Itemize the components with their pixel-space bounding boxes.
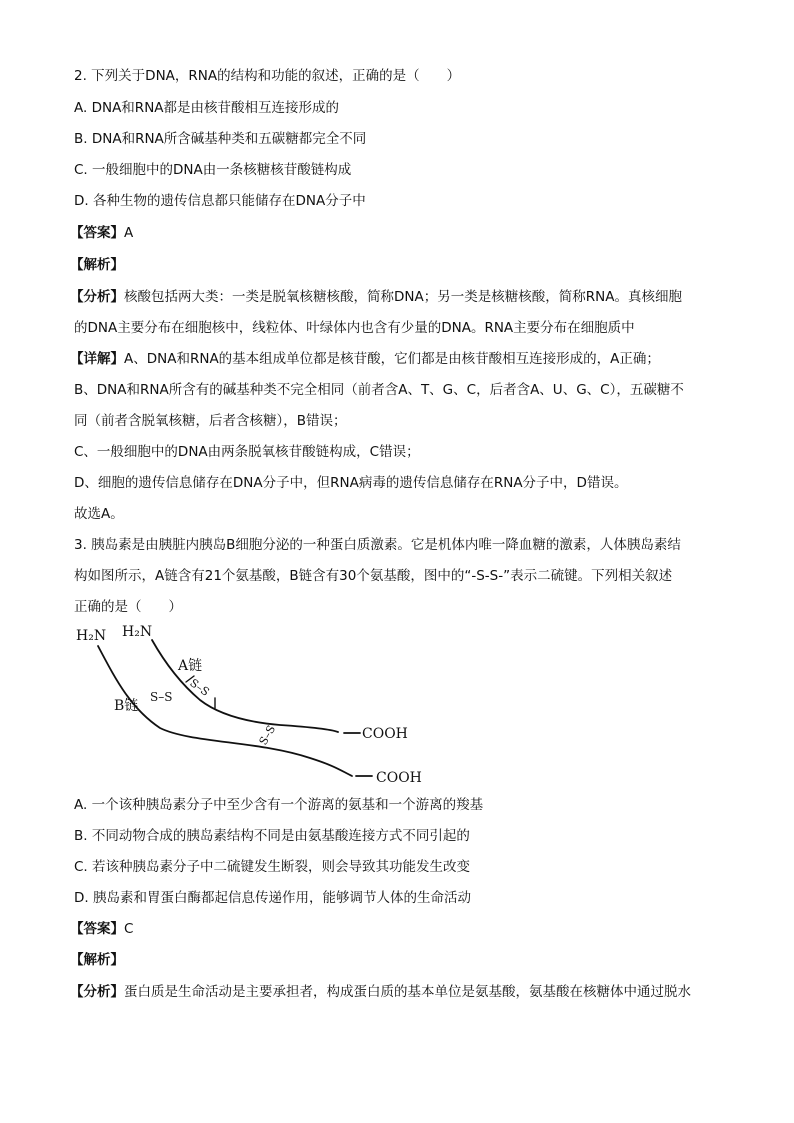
q2-option-b: B. DNA和RNA所含碱基种类和五碳糖都完全不同 <box>74 131 367 147</box>
q2-xiangjie-4: C、一般细胞中的DNA由两条脱氧核苷酸链构成，C错误； <box>74 444 420 460</box>
xiangjie-text: A、DNA和RNA的基本组成单位都是核苷酸，它们都是由核苷酸相互连接形成的，A正确； <box>124 351 660 367</box>
q2-option-d: D. 各种生物的遗传信息都只能储存在DNA分子中 <box>74 193 366 209</box>
cooh-a-label: COOH <box>362 726 408 742</box>
q2-xiangjie-3: 同（前者含脱氧核糖，后者含核糖），B错误； <box>74 413 347 429</box>
q2-option-a: A. DNA和RNA都是由核苷酸相互连接形成的 <box>74 100 340 116</box>
q2-xiangjie-2: B、DNA和RNA所含有的碱基种类不完全相同（前者含A、T、G、C，后者含A、U、G、C），五碳糖不 <box>74 382 684 398</box>
q3-option-a: A. 一个该种胰岛素分子中至少含有一个游离的氨基和一个游离的羧基 <box>74 797 484 813</box>
h2n-a-label: H₂N <box>122 624 153 640</box>
answer-tag: 【答案】 <box>70 225 124 241</box>
xiangjie-tag: 【详解】 <box>70 351 124 367</box>
b-chain-label: B链 <box>114 698 139 714</box>
q2-xiangjie-1 <box>70 350 660 368</box>
a-chain-label: A链 <box>178 658 203 674</box>
cooh-b-label: COOH <box>376 770 422 786</box>
q2-fenxi-2: 的DNA主要分布在细胞核中，线粒体、叶绿体内也含有少量的DNA。RNA主要分布在细胞质中 <box>74 320 635 336</box>
fenxi-text: 核酸包括两大类：一类是脱氧核糖核酸，简称DNA；另一类是核糖核酸，简称RNA。真核细胞 <box>124 289 682 305</box>
q3-stem-1: 3. 胰岛素是由胰脏内胰岛B细胞分泌的一种蛋白质激素。它是机体内唯一降血糖的激素，人体胰岛素结 <box>74 537 681 553</box>
q3-stem-3: 正确的是（ ） <box>74 599 182 615</box>
q3-option-d: D. 胰岛素和胃蛋白酶都起信息传递作用，能够调节人体的生命活动 <box>74 890 471 906</box>
ss-bond-left: S–S <box>150 690 173 704</box>
q2-xiangjie-5: D、细胞的遗传信息储存在DNA分子中，但RNA病毒的遗传信息储存在RNA分子中，D错误。 <box>74 475 628 491</box>
ss-bond-lower: S–S <box>256 723 279 748</box>
h2n-b-label: H₂N <box>76 628 107 644</box>
fenxi-tag: 【分析】 <box>70 984 124 1000</box>
q2-jiexi: 【解析】 <box>70 257 124 273</box>
fenxi-tag: 【分析】 <box>70 289 124 305</box>
answer-value: C <box>124 921 134 937</box>
q2-fenxi-1 <box>70 288 682 306</box>
q2-conclusion: 故选A。 <box>74 506 124 522</box>
q3-option-b: B. 不同动物合成的胰岛素结构不同是由氨基酸连接方式不同引起的 <box>74 828 470 844</box>
q2-option-c: C. 一般细胞中的DNA由一条核糖核苷酸链构成 <box>74 162 352 178</box>
a-chain-line <box>152 640 338 732</box>
q2-stem: 2. 下列关于DNA，RNA的结构和功能的叙述，正确的是（ ） <box>74 68 461 84</box>
fenxi-text: 蛋白质是生命活动是主要承担者，构成蛋白质的基本单位是氨基酸，氨基酸在核糖体中通过脱水 <box>124 984 691 1000</box>
q3-stem-2: 构如图所示，A链含有21个氨基酸，B链含有30个氨基酸，图中的“-S-S-”表示二硫键。下列相关叙述 <box>74 568 673 584</box>
insulin-structure-figure <box>70 618 450 790</box>
q3-jiexi: 【解析】 <box>70 952 124 968</box>
answer-tag: 【答案】 <box>70 921 124 937</box>
q3-answer <box>70 920 133 938</box>
q3-option-c: C. 若该种胰岛素分子中二硫键发生断裂，则会导致其功能发生改变 <box>74 859 471 875</box>
ss-bond-inner: S–S <box>187 676 212 699</box>
answer-value: A <box>124 225 134 241</box>
q3-fenxi-1 <box>70 983 691 1001</box>
q2-answer <box>70 224 133 242</box>
